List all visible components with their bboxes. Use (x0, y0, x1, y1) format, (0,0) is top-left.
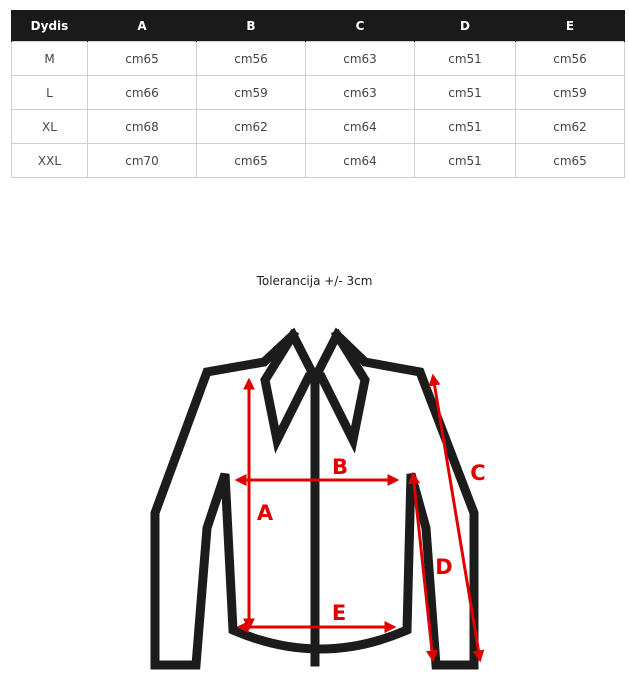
table-row (12, 42, 625, 76)
table-cell: cm62 (516, 110, 625, 144)
table-cell: cm63 (306, 76, 415, 110)
jacket-outline (155, 335, 474, 665)
header-cell: C (306, 10, 415, 42)
table-cell: cm63 (306, 42, 415, 76)
size-table (11, 10, 625, 178)
jacket-measurement-diagram (140, 318, 500, 680)
label-a: A (256, 501, 274, 525)
table-cell: cm51 (415, 76, 516, 110)
table-cell: cm66 (88, 76, 197, 110)
table-row (12, 110, 625, 144)
table-cell: cm68 (88, 110, 197, 144)
table-cell: cm64 (306, 110, 415, 144)
header-cell: Dydis (12, 10, 88, 42)
label-c: C (470, 461, 486, 485)
header-cell: D (415, 10, 516, 42)
label-d: D (435, 555, 453, 579)
table-cell: cm51 (415, 110, 516, 144)
table-cell: cm56 (516, 42, 625, 76)
table-cell: cm65 (516, 144, 625, 178)
table-cell: cm70 (88, 144, 197, 178)
header-cell: E (516, 10, 625, 42)
table-cell: cm56 (197, 42, 306, 76)
header-cell: B (197, 10, 306, 42)
table-cell: cm65 (197, 144, 306, 178)
table-cell: L (12, 76, 88, 110)
table-cell: cm51 (415, 144, 516, 178)
table-cell: M (12, 42, 88, 76)
table-cell: cm51 (415, 42, 516, 76)
table-cell: cm62 (197, 110, 306, 144)
tolerance-note: Tolerancija +/- 3cm (256, 274, 373, 288)
table-cell: XXL (12, 144, 88, 178)
table-cell: cm65 (88, 42, 197, 76)
label-e: E (331, 601, 347, 625)
table-cell: cm59 (516, 76, 625, 110)
header-cell: A (88, 10, 197, 42)
table-row (12, 76, 625, 110)
table-header-row (12, 10, 625, 42)
table-cell: XL (12, 110, 88, 144)
table-cell: cm59 (197, 76, 306, 110)
table-cell: cm64 (306, 144, 415, 178)
table-row (12, 144, 625, 178)
label-b: B (331, 455, 349, 479)
